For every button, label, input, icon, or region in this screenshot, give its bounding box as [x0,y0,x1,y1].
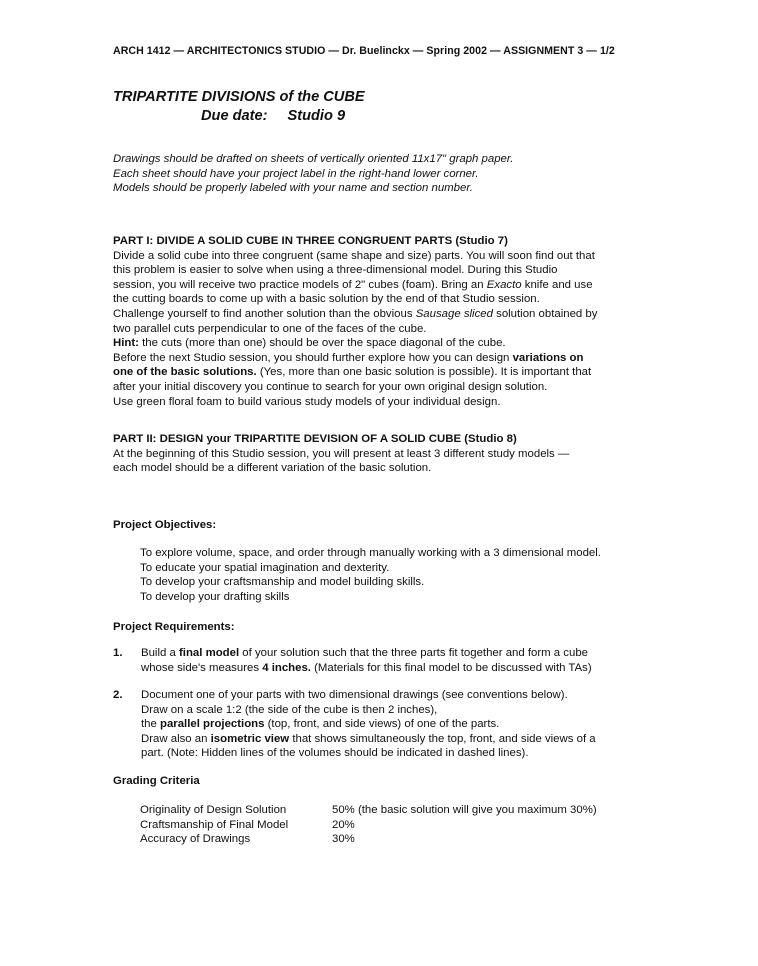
requirement-body [141,688,596,761]
text-run: the cuts (more than one) should be over the space diagonal of the cube. [138,337,506,350]
part2-heading: PART II: DESIGN your TRIPARTITE DEVISION OF A SOLID CUBE (Studio 8) [113,433,517,445]
requirement-line: Draw on a scale 1:2 (the side of the cube is then 2 inches), [141,703,438,716]
text-run: solution obtained by [492,307,598,320]
part1-heading: PART I: DIVIDE A SOLID CUBE IN THREE CONGRUENT PARTS (Studio 7) [113,235,508,247]
requirement-line [141,646,592,661]
requirement-line: part. (Note: Hidden lines of the volumes should be indicated in dashed lines). [141,747,529,760]
grading-value: 30% [332,833,355,846]
part1-line [113,307,653,322]
text-run: of your solution such that the three parts fit together and form a cube [239,647,589,659]
bold-text: final model [179,647,240,659]
exacto-text: Exacto [486,278,522,291]
part1-line [113,336,653,351]
due-date [113,107,365,126]
text-run: Before the next Studio session, you should further explore how you can design [113,351,513,364]
part1-line [113,278,653,293]
objectives-heading: Project Objectives: [113,519,217,531]
requirement-number: 2. [113,689,123,701]
part2-section [113,432,653,476]
requirement-line [141,732,596,747]
part1-line: the cutting boards to come up with a basic solution by the end of that Studio session. [113,293,540,306]
intro-line: Models should be properly labeled with your name and section number. [113,182,473,195]
part1-line [113,365,653,380]
bold-text: one of the basic solutions. [113,366,257,379]
bold-text: isometric view [210,732,290,745]
text-run: (Materials for this final model to be discussed with TAs) [310,661,592,674]
text-run: that shows simultaneously the top, front, and side views of a [289,732,596,745]
requirement-line: Document one of your parts with two dimensional drawings (see conventions below). [141,689,568,701]
grading-row [140,818,597,833]
hint-label: Hint: [113,337,139,350]
text-run: Build a [141,647,179,659]
part1-line: Divide a solid cube into three congruent (same shape and size) parts. You will soon find out that [113,249,595,262]
due-label: Due date: [201,108,268,124]
intro-line: Drawings should be drafted on sheets of vertically oriented 11x17" graph paper. [113,153,514,165]
text-run: session, you will receive two practice models of 2" cubes (foam). Bring an [113,278,487,291]
part1-line [113,351,653,366]
intro-line: Each sheet should have your project label in the right-hand lower corner. [113,167,479,180]
due-value: Studio 9 [287,108,346,124]
grading-row [140,803,597,818]
grading-heading: Grading Criteria [113,775,200,787]
intro-instructions [113,152,513,196]
objectives-list [140,546,601,604]
sausage-sliced-text: Sausage sliced [415,307,493,320]
grading-label: Accuracy of Drawings [140,833,251,846]
objective-item: To develop your drafting skills [140,590,290,603]
text-run: Challenge yourself to find another solution than the obvious [113,307,416,320]
grading-value: 50% (the basic solution will give you maximum 30%) [332,804,597,816]
grading-value: 20% [332,818,355,831]
title-text: TRIPARTITE DIVISIONS of the CUBE [113,89,365,105]
part2-line: At the beginning of this Studio session, you will present at least 3 different study models — [113,447,570,460]
grading-row [140,832,597,847]
part1-line: two parallel cuts perpendicular to one of the faces of the cube. [113,322,427,335]
requirement-line [141,717,596,732]
grading-table [140,803,597,847]
assignment-title [113,88,365,126]
bold-text: parallel projections [160,718,265,731]
part1-section [113,234,653,409]
requirement-number: 1. [113,647,123,659]
bold-text: 4 inches. [262,661,311,674]
part1-line: after your initial discovery you continue to search for your own original design solution. [113,380,548,393]
requirement-line [141,661,592,676]
requirement-body [141,646,592,675]
bold-text: variations on [512,351,584,364]
part2-line: each model should be a different variation of the basic solution. [113,462,432,475]
part1-line: this problem is easier to solve when using a three-dimensional model. During this Studio [113,264,558,277]
text-run: knife and use [521,278,593,291]
page-header: ARCH 1412 — ARCHITECTONICS STUDIO — Dr. Buelinckx — Spring 2002 — ASSIGNMENT 3 — 1/2 [113,45,615,57]
grading-label: Originality of Design Solution [140,804,287,816]
objective-item: To explore volume, space, and order through manually working with a 3 dimensional model. [140,547,601,559]
part1-line: Use green floral foam to build various study models of your individual design. [113,395,501,408]
objective-item: To develop your craftsmanship and model building skills. [140,576,425,589]
grading-label: Craftsmanship of Final Model [140,818,289,831]
objective-item: To educate your spatial imagination and dexterity. [140,561,390,574]
text-run: (Yes, more than one basic solution is possible). It is important that [256,366,592,379]
text-run: Draw also an [141,732,211,745]
requirements-heading: Project Requirements: [113,621,235,633]
text-run: the [141,718,160,731]
text-run: (top, front, and side views) of one of the parts. [264,718,500,731]
text-run: whose side's measures [141,661,263,674]
